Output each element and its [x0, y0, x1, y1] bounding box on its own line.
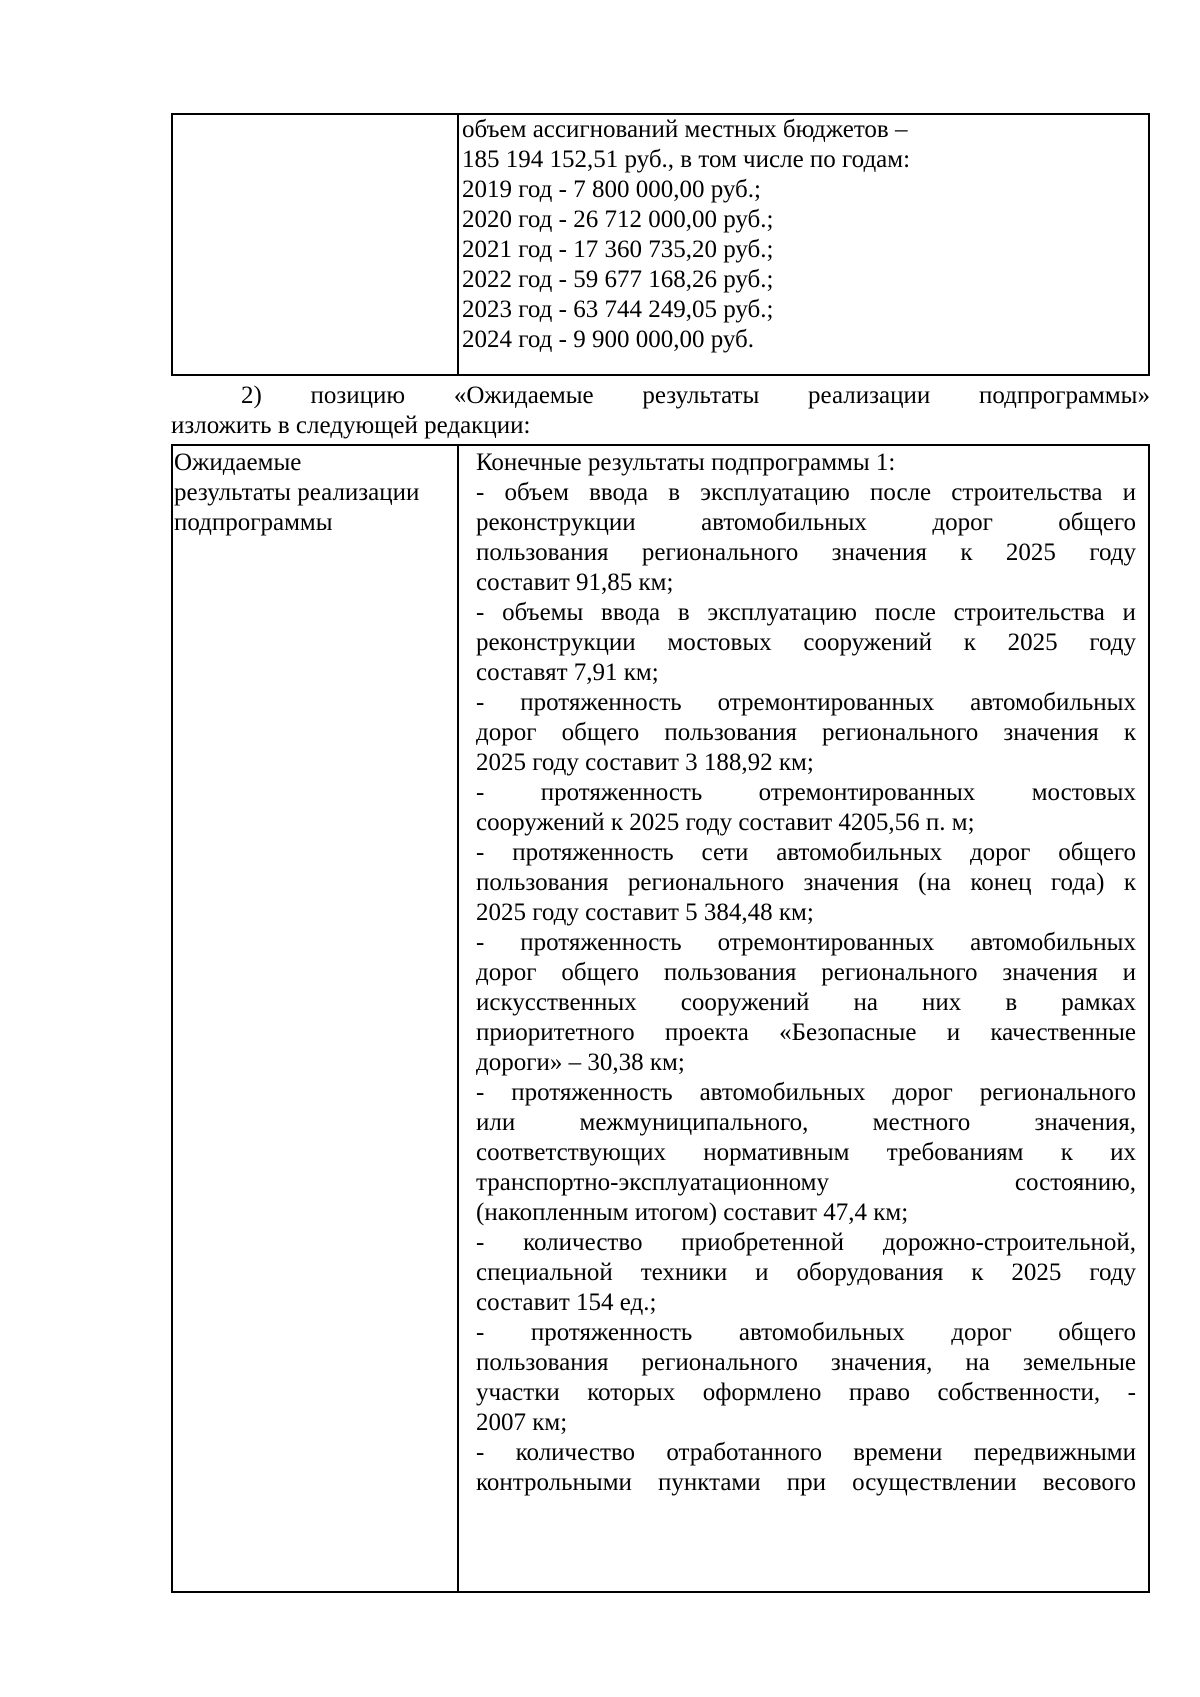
- result-word: состоянию,: [1014, 1169, 1136, 1196]
- paragraph-word: реализации: [808, 382, 931, 409]
- paragraph-word: подпрограммы»: [978, 382, 1150, 409]
- result-line: дороги» – 30,38 км;: [476, 1049, 685, 1076]
- result-line: [476, 508, 1136, 538]
- result-word: к: [971, 1259, 984, 1286]
- result-line: [476, 1168, 1136, 1198]
- result-word: и: [1122, 599, 1136, 626]
- result-word: автомобильных: [738, 1319, 905, 1346]
- result-word: -: [476, 1319, 485, 1346]
- result-word: мостовых: [667, 629, 772, 656]
- result-line: [476, 1018, 1136, 1048]
- result-word: отработанного: [666, 1439, 822, 1466]
- column-divider: [457, 115, 459, 374]
- result-line: 2007 км;: [476, 1409, 568, 1436]
- result-word: протяженность: [540, 779, 703, 806]
- result-word: -: [476, 779, 485, 806]
- result-word: времени: [853, 1439, 943, 1466]
- result-line: Конечные результаты подпрограммы 1:: [476, 449, 896, 476]
- result-word: общего: [1058, 509, 1136, 536]
- result-line: [476, 718, 1136, 748]
- budget-line: 185 194 152,51 руб., в том числе по годам:: [462, 146, 911, 173]
- result-word: проекта: [664, 1019, 749, 1046]
- result-line: [476, 478, 1136, 508]
- paragraph-line: изложить в следующей редакции:: [171, 412, 531, 439]
- result-word: нормативным: [703, 1139, 850, 1166]
- result-word: протяженность: [520, 929, 682, 956]
- result-word: приоритетного: [476, 1019, 635, 1046]
- result-line: [476, 1438, 1136, 1468]
- result-word: пользования: [476, 1349, 609, 1376]
- result-word: и: [1122, 959, 1136, 986]
- result-word: на: [965, 1349, 990, 1376]
- result-word: автомобильных: [776, 839, 943, 866]
- result-word: общего: [561, 719, 640, 746]
- result-word: -: [476, 1439, 485, 1466]
- result-word: местного: [872, 1109, 971, 1136]
- result-word: приобретенной: [681, 1229, 845, 1256]
- result-word: дорог: [932, 509, 993, 536]
- result-word: дорог: [951, 1319, 1012, 1346]
- result-line: [476, 958, 1136, 988]
- result-word: контрольными: [476, 1469, 632, 1496]
- result-word: регионального: [822, 719, 979, 746]
- result-line: [476, 538, 1136, 568]
- result-word: в: [668, 479, 681, 506]
- expected-results-table: [171, 444, 1150, 1593]
- result-word: регионального: [641, 1349, 798, 1376]
- result-word: сооружений: [680, 989, 810, 1016]
- result-line: [476, 1078, 1136, 1108]
- budget-table: [171, 113, 1150, 376]
- result-word: автомобильных: [970, 929, 1136, 956]
- result-word: требованиям: [886, 1139, 1024, 1166]
- result-word: реконструкции: [476, 509, 636, 536]
- result-line: [476, 628, 1136, 658]
- result-line: [476, 778, 1136, 808]
- result-line: [476, 1378, 1136, 1408]
- result-line: сооружений к 2025 году составит 4205,56 п. м;: [476, 809, 975, 836]
- result-line: [476, 598, 1136, 628]
- column-divider: [457, 446, 459, 1591]
- result-word: общего: [561, 959, 640, 986]
- paragraph-line: [171, 381, 1150, 411]
- result-word: передвижными: [973, 1439, 1136, 1466]
- result-word: сети: [701, 839, 749, 866]
- result-word: отремонтированных: [758, 779, 976, 806]
- result-line: [476, 838, 1136, 868]
- result-word: к: [1060, 1139, 1073, 1166]
- result-word: дорог: [476, 959, 537, 986]
- result-word: соответствующих: [476, 1139, 666, 1166]
- result-word: значения: [1002, 959, 1098, 986]
- section-label-cell: [174, 448, 419, 538]
- result-word: мостовых: [1031, 779, 1136, 806]
- result-word: значения: [831, 539, 927, 566]
- result-word: 2025: [1007, 629, 1058, 656]
- result-word: «Безопасные: [779, 1019, 917, 1046]
- budget-line: 2024 год - 9 900 000,00 руб.: [462, 326, 755, 353]
- result-word: или: [476, 1109, 516, 1136]
- result-word: ввода: [601, 599, 661, 626]
- result-word: межмуниципального,: [579, 1109, 809, 1136]
- result-line: составит 91,85 км;: [476, 569, 674, 596]
- result-word: участки: [476, 1379, 560, 1406]
- result-word: -: [476, 479, 485, 506]
- result-word: протяженность: [520, 689, 682, 716]
- result-word: транспортно-эксплуатационному: [476, 1169, 829, 1196]
- result-line: [476, 928, 1136, 958]
- result-word: отремонтированных: [717, 929, 935, 956]
- budget-line: 2021 год - 17 360 735,20 руб.;: [462, 236, 774, 263]
- result-word: году: [1089, 539, 1136, 566]
- result-line: составит 154 ед.;: [476, 1289, 657, 1316]
- result-word: и: [755, 1259, 769, 1286]
- amendment-paragraph: [171, 381, 1150, 441]
- result-word: дорожно-строительной,: [882, 1229, 1136, 1256]
- result-word: реконструкции: [476, 629, 636, 656]
- result-word: общего: [1058, 1319, 1136, 1346]
- result-word: земельные: [1022, 1349, 1136, 1376]
- result-word: которых: [587, 1379, 676, 1406]
- result-line: [476, 1258, 1136, 1288]
- result-word: -: [476, 689, 485, 716]
- result-word: количество: [515, 1439, 636, 1466]
- budget-line: 2022 год - 59 677 168,26 руб.;: [462, 266, 774, 293]
- result-word: значения: [1003, 719, 1099, 746]
- result-word: после: [869, 479, 932, 506]
- result-word: -: [1127, 1379, 1136, 1406]
- paragraph-word: результаты: [642, 382, 760, 409]
- budget-line: 2023 год - 63 744 249,05 руб.;: [462, 296, 774, 323]
- result-word: техники: [640, 1259, 728, 1286]
- result-word: пользования: [663, 959, 797, 986]
- result-word: регионального: [821, 959, 978, 986]
- result-word: и: [1122, 479, 1136, 506]
- result-word: в: [1005, 989, 1018, 1016]
- result-line: [476, 688, 1136, 718]
- result-word: автомобильных: [701, 509, 867, 536]
- result-word: дорог: [892, 1079, 953, 1106]
- result-word: протяженность: [530, 1319, 693, 1346]
- result-word: осуществлении: [852, 1469, 1017, 1496]
- section-label-line: Ожидаемые: [174, 449, 302, 476]
- result-word: оборудования: [796, 1259, 944, 1286]
- result-word: объемы: [502, 599, 584, 626]
- result-word: конец: [970, 869, 1032, 896]
- result-word: оформлено: [702, 1379, 822, 1406]
- result-word: 2025: [1011, 1259, 1062, 1286]
- result-word: году: [1089, 629, 1136, 656]
- results-list-cell: [476, 448, 1136, 1498]
- result-word: регионального: [641, 539, 799, 566]
- result-word: 2025: [1005, 539, 1056, 566]
- result-word: сооружений: [803, 629, 932, 656]
- result-word: дорог: [476, 719, 537, 746]
- result-word: качественные: [990, 1019, 1136, 1046]
- result-word: автомобильных: [970, 689, 1136, 716]
- result-word: собственности,: [937, 1379, 1101, 1406]
- result-word: строительства: [953, 599, 1105, 626]
- result-word: -: [476, 839, 485, 866]
- result-word: значения,: [830, 1349, 933, 1376]
- result-word: на: [853, 989, 878, 1016]
- result-word: эксплуатацию: [700, 479, 850, 506]
- budget-line: 2019 год - 7 800 000,00 руб.;: [462, 176, 761, 203]
- section-label-line: подпрограммы: [174, 509, 333, 536]
- result-line: [476, 1348, 1136, 1378]
- result-word: и: [946, 1019, 961, 1046]
- result-word: году: [1089, 1259, 1136, 1286]
- result-word: после: [874, 599, 936, 626]
- result-line: 2025 году составит 5 384,48 км;: [476, 899, 814, 926]
- paragraph-word: 2): [241, 382, 262, 409]
- result-word: к: [963, 629, 976, 656]
- result-word: количество: [523, 1229, 643, 1256]
- result-word: ввода: [589, 479, 649, 506]
- result-line: [476, 988, 1136, 1018]
- result-line: (накопленным итогом) составит 47,4 км;: [476, 1199, 909, 1226]
- result-word: пользования: [476, 869, 609, 896]
- result-word: них: [922, 989, 962, 1016]
- result-line: [476, 1138, 1136, 1168]
- result-line: составят 7,91 км;: [476, 659, 659, 686]
- result-line: [476, 868, 1136, 898]
- result-word: -: [476, 599, 485, 626]
- paragraph-word: «Ожидаемые: [453, 382, 594, 409]
- result-word: специальной: [476, 1259, 613, 1286]
- result-word: автомобильных: [699, 1079, 866, 1106]
- result-word: при: [786, 1469, 826, 1496]
- result-word: -: [476, 1229, 485, 1256]
- budget-allocation-cell: [462, 115, 910, 355]
- result-line: 2025 году составит 3 188,92 км;: [476, 749, 814, 776]
- result-word: к: [960, 539, 973, 566]
- section-label-line: результаты реализации: [174, 479, 420, 506]
- result-word: регионального: [979, 1079, 1136, 1106]
- budget-line: объем ассигнований местных бюджетов –: [462, 116, 908, 143]
- result-word: пользования: [664, 719, 797, 746]
- result-word: регионального: [627, 869, 785, 896]
- result-word: значения: [803, 869, 899, 896]
- result-word: рамках: [1061, 989, 1136, 1016]
- result-word: в: [677, 599, 690, 626]
- result-line: [476, 1228, 1136, 1258]
- budget-line: 2020 год - 26 712 000,00 руб.;: [462, 206, 774, 233]
- result-word: право: [848, 1379, 910, 1406]
- result-word: к: [1123, 869, 1136, 896]
- result-line: [476, 1318, 1136, 1348]
- result-line: [476, 1108, 1136, 1138]
- result-word: значения,: [1034, 1109, 1136, 1136]
- result-line: [476, 1468, 1136, 1498]
- result-word: объем: [504, 479, 569, 506]
- result-word: -: [476, 1079, 485, 1106]
- result-word: весового: [1042, 1469, 1136, 1496]
- result-word: -: [476, 929, 485, 956]
- result-word: (на: [918, 869, 951, 896]
- result-word: отремонтированных: [717, 689, 935, 716]
- result-word: года): [1050, 869, 1105, 896]
- result-word: общего: [1058, 839, 1136, 866]
- result-word: их: [1110, 1139, 1136, 1166]
- result-word: к: [1123, 719, 1136, 746]
- result-word: дорог: [969, 839, 1031, 866]
- result-word: искусственных: [476, 989, 637, 1016]
- result-word: пунктами: [658, 1469, 761, 1496]
- result-word: эксплуатацию: [707, 599, 857, 626]
- result-word: строительства: [951, 479, 1103, 506]
- result-word: пользования: [476, 539, 609, 566]
- result-word: протяженность: [512, 839, 674, 866]
- paragraph-word: позицию: [310, 382, 406, 409]
- result-word: протяженность: [511, 1079, 673, 1106]
